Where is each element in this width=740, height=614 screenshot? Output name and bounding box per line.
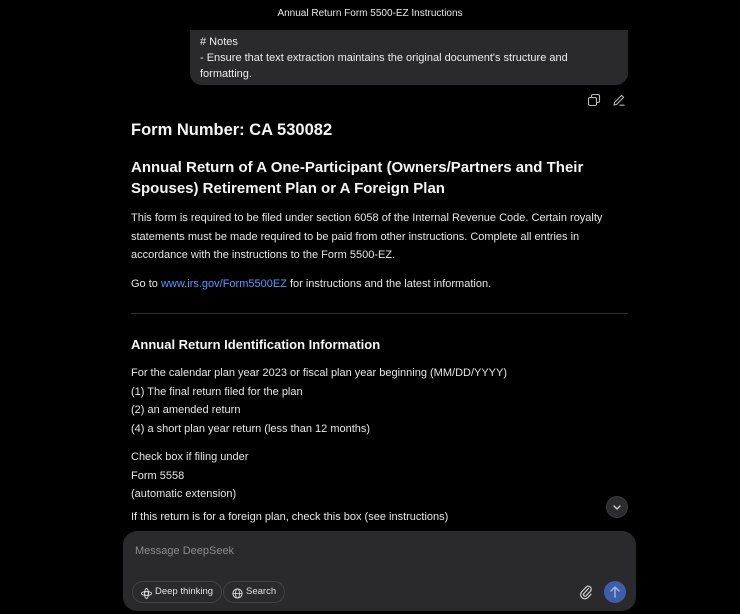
section-divider (131, 313, 628, 314)
copy-icon[interactable] (587, 93, 601, 107)
goto-paragraph (131, 275, 628, 294)
plan-year-line: (2) an amended return (131, 404, 241, 416)
intro-paragraph: This form is required to be filed under section 6058 of the Internal Revenue Code. Certain royalty statements must be made required to be paid from other instructions. Complete all entries in accordance with the instructions to the Form 5500-EZ. (131, 212, 603, 261)
globe-icon (232, 587, 243, 598)
checkbox-line: (automatic extension) (131, 488, 237, 500)
deep-thinking-label: Deep thinking (155, 586, 214, 597)
search-button[interactable] (223, 581, 285, 603)
section-heading: Annual Return Identification Information (131, 337, 381, 352)
message-input[interactable] (135, 541, 615, 561)
edit-icon[interactable] (612, 93, 626, 107)
user-message-line: # Notes (200, 36, 238, 48)
deep-thinking-button[interactable] (132, 581, 222, 603)
user-message-line: - Ensure that text extraction maintains the original document's structure and formatting. (200, 52, 571, 80)
goto-prefix: Go to (131, 277, 161, 290)
chevron-down-icon (607, 497, 627, 517)
plan-year-line: (1) The final return filed for the plan (131, 385, 303, 398)
checkbox-line: Check box if filing under (131, 451, 249, 463)
assistant-response (131, 118, 628, 526)
scroll-to-bottom-button[interactable] (606, 496, 628, 518)
plan-year-line: For the calendar plan year 2023 or fiscal plan year beginning (MM/DD/YYYY) (131, 367, 508, 379)
arrow-up-icon (604, 581, 626, 603)
paperclip-icon[interactable] (579, 584, 593, 600)
message-actions (587, 93, 627, 107)
send-button[interactable] (604, 581, 626, 603)
checkbox-lines (131, 448, 628, 504)
form-title-heading: Annual Return of A One-Participant (Owners/Partners and Their Spouses) Retirement Plan or A Foreign Plan (131, 159, 584, 197)
plan-year-line: (4) a short plan year return (less than 12 months) (131, 422, 371, 435)
message-composer (123, 531, 636, 611)
plan-year-lines (131, 364, 628, 438)
form-number-heading: Form Number: CA 530082 (131, 121, 333, 139)
goto-suffix: for instructions and the latest information. (286, 277, 492, 290)
search-label: Search (246, 586, 277, 597)
checkbox-line: Form 5558 (131, 469, 185, 482)
irs-form-link[interactable]: www.irs.gov/Form5500EZ (160, 277, 287, 290)
window-title: Annual Return Form 5500-EZ Instructions (277, 8, 463, 19)
user-message-bubble (190, 30, 628, 85)
truncated-line: If this return is for a foreign plan, check this box (see instructions) (131, 510, 449, 523)
deep-thinking-icon (141, 587, 152, 598)
